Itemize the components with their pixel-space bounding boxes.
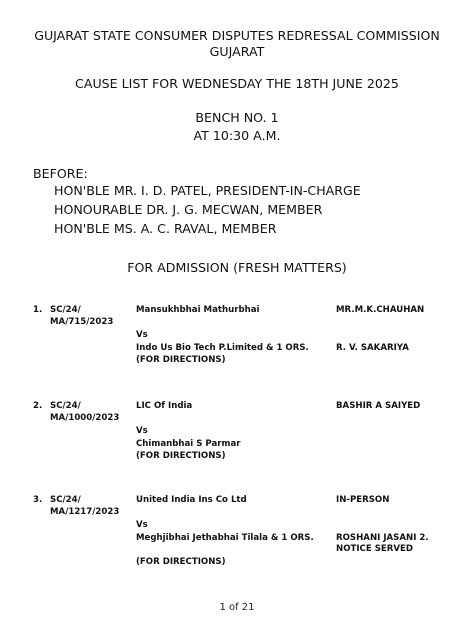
case-number: SC/24/: [50, 401, 81, 411]
case-row: [0, 401, 474, 491]
opponent-name: Indo Us Bio Tech P.Limited & 1 ORS.: [136, 343, 309, 353]
case-row: [0, 495, 474, 585]
before-label: BEFORE:: [33, 166, 88, 181]
case-number: MA/1217/2023: [50, 507, 120, 517]
section-title: FOR ADMISSION (FRESH MATTERS): [127, 260, 347, 275]
serial-number: 1.: [33, 305, 43, 315]
complainant-name: United India Ins Co Ltd: [136, 495, 247, 505]
sitting-time: AT 10:30 A.M.: [193, 128, 281, 143]
case-number: MA/715/2023: [50, 317, 114, 327]
complainant-name: LIC Of India: [136, 401, 193, 411]
commission-name: GUJARAT STATE CONSUMER DISPUTES REDRESSAL COMMISSION: [34, 28, 440, 43]
serial-number: 3.: [33, 495, 43, 505]
versus-label: Vs: [136, 520, 148, 530]
case-number: SC/24/: [50, 305, 81, 315]
direction-note: (FOR DIRECTIONS): [136, 355, 226, 365]
versus-label: Vs: [136, 330, 148, 340]
page-number: 1 of 21: [219, 602, 255, 613]
bench-number: BENCH NO. 1: [195, 110, 279, 125]
service-status: NOTICE SERVED: [336, 544, 414, 554]
complainant-name: Mansukhbhai Mathurbhai: [136, 305, 260, 315]
cause-list-title: CAUSE LIST FOR WEDNESDAY THE 18TH JUNE 2025: [75, 76, 399, 91]
direction-note: (FOR DIRECTIONS): [136, 451, 226, 461]
opponent-name: Chimanbhai S Parmar: [136, 439, 241, 449]
case-row: [0, 305, 474, 395]
complainant-advocate: MR.M.K.CHAUHAN: [336, 305, 425, 315]
commission-state: GUJARAT: [209, 44, 265, 59]
bench-member: HON'BLE MR. I. D. PATEL, PRESIDENT-IN-CHARGE: [54, 183, 361, 198]
opponent-advocate: ROSHANI JASANI 2.: [336, 533, 429, 543]
versus-label: Vs: [136, 426, 148, 436]
bench-member: HON'BLE MS. A. C. RAVAL, MEMBER: [54, 221, 277, 236]
direction-note: (FOR DIRECTIONS): [136, 557, 226, 567]
opponent-name: Meghjibhai Jethabhai Tilala & 1 ORS.: [136, 533, 314, 543]
bench-member: HONOURABLE DR. J. G. MECWAN, MEMBER: [54, 202, 323, 217]
complainant-advocate: BASHIR A SAIYED: [336, 401, 421, 411]
serial-number: 2.: [33, 401, 43, 411]
complainant-advocate: IN-PERSON: [336, 495, 390, 505]
case-number: SC/24/: [50, 495, 81, 505]
opponent-advocate: R. V. SAKARIYA: [336, 343, 409, 353]
case-number: MA/1000/2023: [50, 413, 120, 423]
